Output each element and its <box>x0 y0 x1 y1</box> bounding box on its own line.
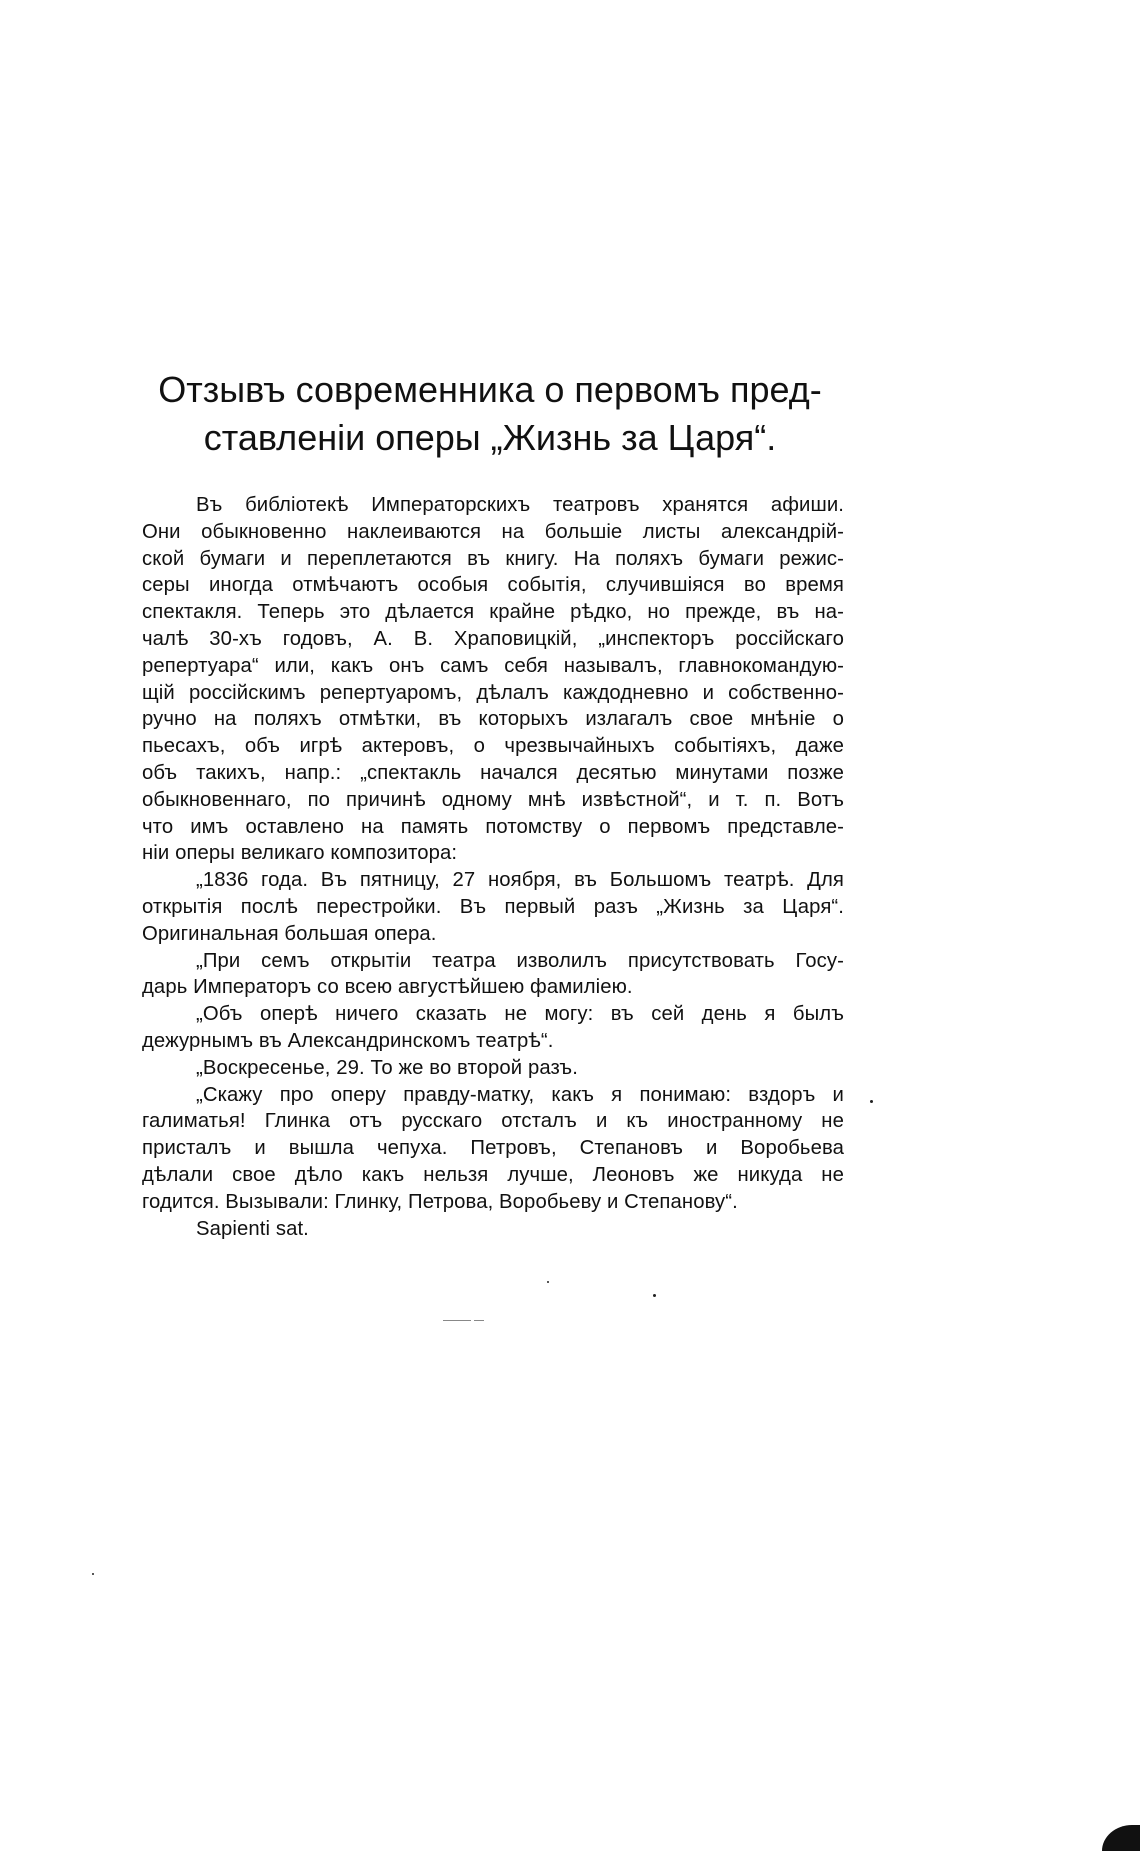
body-line: „Объ оперѣ ничего сказать не могу: въ сей день я былъ <box>196 1003 844 1026</box>
body-line: „Скажу про оперу правду-матку, какъ я понимаю: вздоръ и <box>196 1083 844 1106</box>
article-title <box>140 366 840 462</box>
body-line: дарь Императоръ со всею августѣйшею фамиліею. <box>142 976 633 999</box>
scan-speck <box>92 1573 94 1575</box>
body-line: репертуара“ или, какъ онъ самъ себя называлъ, главнокомандую- <box>142 654 844 677</box>
scan-dash-mark <box>443 1320 471 1321</box>
body-line: ской бумаги и переплетаются въ книгу. На поляхъ бумаги режис- <box>142 547 844 570</box>
scan-speck <box>870 1100 873 1103</box>
body-line: что имъ оставлено на память потомству о первомъ представле- <box>142 815 844 838</box>
body-line: „Воскресенье, 29. То же во второй разъ. <box>196 1056 578 1079</box>
body-line: щій россійскимъ репертуаромъ, дѣлалъ каждодневно и собственно- <box>142 681 844 704</box>
title-line-2: ставленіи оперы „Жизнь за Царя“. <box>203 417 777 458</box>
scan-dash-mark <box>474 1320 484 1321</box>
body-line: Sapienti sat. <box>196 1217 309 1240</box>
body-line: серы иногда отмѣчаютъ особыя событія, случившіяся во время <box>142 574 844 597</box>
body-line: открытія послѣ перестройки. Въ первый разъ „Жизнь за Царя“. <box>142 895 844 918</box>
body-line: галиматья! Глинка отъ русскаго отсталъ и къ иностранному не <box>142 1110 844 1133</box>
body-line: Они обыкновенно наклеиваются на большіе листы александрій- <box>142 520 844 543</box>
body-line: ніи оперы великаго композитора: <box>142 842 458 865</box>
body-line: „1836 года. Въ пятницу, 27 ноября, въ Большомъ театрѣ. Для <box>196 869 844 892</box>
body-line: спектакля. Теперь это дѣлается крайне рѣдко, но прежде, въ на- <box>142 601 844 624</box>
title-line-1: Отзывъ современника о первомъ пред- <box>158 369 822 410</box>
scan-speck <box>547 1281 549 1283</box>
body-line: пьесахъ, объ игрѣ актеровъ, о чрезвычайныхъ событіяхъ, даже <box>142 735 844 758</box>
scan-speck <box>653 1294 656 1297</box>
corner-ink-blot <box>1102 1825 1140 1851</box>
body-line: дежурнымъ въ Александринскомъ театрѣ“. <box>142 1029 554 1052</box>
article-body <box>142 492 844 1242</box>
body-line: присталъ и вышла чепуха. Петровъ, Степановъ и Воробьева <box>142 1137 844 1160</box>
body-line: годится. Вызывали: Глинку, Петрова, Воробьеву и Степанову“. <box>142 1190 738 1213</box>
body-line: Въ библіотекѣ Императорскихъ театровъ хранятся афиши. <box>196 494 844 516</box>
body-line: „При семъ открытіи театра изволилъ присутствовать Госу- <box>196 949 844 972</box>
body-line: обыкновеннаго, по причинѣ одному мнѣ извѣстной“, и т. п. Вотъ <box>142 788 844 811</box>
body-line: чалѣ 30-хъ годовъ, А. В. Храповицкій, „инспекторъ россійскаго <box>142 627 844 650</box>
body-line: ручно на поляхъ отмѣтки, въ которыхъ излагалъ свое мнѣніе о <box>142 708 844 731</box>
body-line: Оригинальная большая опера. <box>142 922 437 945</box>
body-line: дѣлали свое дѣло какъ нельзя лучше, Леоновъ же никуда не <box>142 1163 844 1186</box>
body-line: объ такихъ, напр.: „спектакль начался десятью минутами позже <box>142 761 844 784</box>
